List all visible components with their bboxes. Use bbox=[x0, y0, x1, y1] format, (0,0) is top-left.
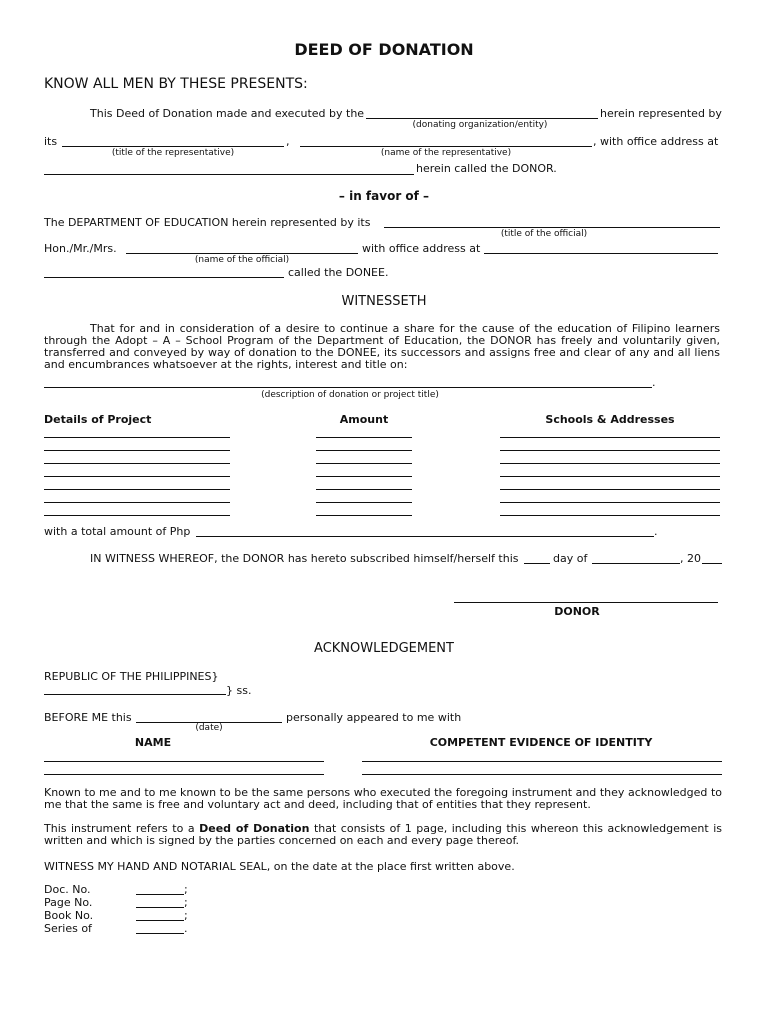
amount-blank[interactable] bbox=[316, 502, 412, 503]
details-blank[interactable] bbox=[44, 463, 230, 464]
doc-no-blank[interactable] bbox=[136, 894, 184, 895]
para1-donor-called: herein called the DONOR. bbox=[416, 162, 557, 175]
rep-name-blank[interactable] bbox=[300, 146, 592, 147]
total-amount-blank[interactable] bbox=[196, 536, 654, 537]
document-title: DEED OF DONATION bbox=[294, 40, 474, 59]
details-blank[interactable] bbox=[44, 476, 230, 477]
in-witness-lead: IN WITNESS WHEREOF, the DONOR has hereto subscribed himself/herself this bbox=[90, 552, 519, 565]
amount-blank[interactable] bbox=[316, 515, 412, 516]
ack-evidence-blank[interactable] bbox=[362, 761, 722, 762]
amount-blank[interactable] bbox=[316, 450, 412, 451]
donating-org-blank[interactable] bbox=[366, 118, 598, 119]
instrument-pre: This instrument refers to a bbox=[44, 822, 200, 835]
details-blank[interactable] bbox=[44, 515, 230, 516]
para1-comma: , bbox=[286, 135, 290, 148]
caption-title-rep: (title of the representative) bbox=[111, 148, 235, 158]
para1-lead: This Deed of Donation made and executed by the bbox=[90, 107, 365, 120]
ss-label: } ss. bbox=[226, 684, 252, 697]
series-blank[interactable] bbox=[136, 933, 184, 934]
donee-address-blank[interactable] bbox=[44, 277, 284, 278]
acknowledgement-heading: ACKNOWLEDGEMENT bbox=[314, 641, 454, 656]
book-no-label: Book No. bbox=[44, 909, 94, 922]
details-blank[interactable] bbox=[44, 437, 230, 438]
before-me-label: BEFORE ME this bbox=[44, 711, 132, 724]
para2-deped: The DEPARTMENT OF EDUCATION herein represented by its bbox=[44, 216, 371, 229]
page-no-label: Page No. bbox=[44, 896, 93, 909]
donor-label: DONOR bbox=[554, 605, 600, 618]
doc-no-semicolon: ; bbox=[184, 883, 188, 896]
in-witness-day: day of bbox=[553, 552, 588, 565]
col-evidence-header: COMPETENT EVIDENCE OF IDENTITY bbox=[429, 736, 653, 749]
page-no-blank[interactable] bbox=[136, 907, 184, 908]
caption-name-rep: (name of the representative) bbox=[380, 148, 512, 158]
schools-blank[interactable] bbox=[500, 476, 720, 477]
intro-heading: KNOW ALL MEN BY THESE PRESENTS: bbox=[44, 76, 308, 92]
schools-blank[interactable] bbox=[500, 437, 720, 438]
official-title-blank[interactable] bbox=[384, 227, 720, 228]
total-period: . bbox=[654, 525, 658, 538]
schools-blank[interactable] bbox=[500, 502, 720, 503]
description-period: . bbox=[652, 376, 656, 389]
amount-blank[interactable] bbox=[316, 489, 412, 490]
month-blank[interactable] bbox=[592, 563, 680, 564]
appeared-label: personally appeared to me with bbox=[286, 711, 462, 724]
year-blank[interactable] bbox=[702, 563, 722, 564]
book-no-blank[interactable] bbox=[136, 920, 184, 921]
details-blank[interactable] bbox=[44, 450, 230, 451]
series-of-label: Series of bbox=[44, 922, 92, 935]
witness-hand-line: WITNESS MY HAND AND NOTARIAL SEAL, on the date at the place first written above. bbox=[44, 860, 515, 873]
para2-donee-called: called the DONEE. bbox=[288, 266, 389, 279]
instrument-paragraph bbox=[44, 823, 722, 847]
in-favor-of: – in favor of – bbox=[338, 189, 430, 203]
witnesseth-heading: WITNESSETH bbox=[341, 294, 427, 309]
amount-blank[interactable] bbox=[316, 437, 412, 438]
caption-date: (date) bbox=[195, 723, 223, 733]
para2-office: with office address at bbox=[362, 242, 481, 255]
header-schools-addresses: Schools & Addresses bbox=[545, 413, 675, 426]
schools-blank[interactable] bbox=[500, 450, 720, 451]
amount-blank[interactable] bbox=[316, 476, 412, 477]
caption-description: (description of donation or project title) bbox=[261, 390, 439, 400]
header-amount: Amount bbox=[339, 413, 389, 426]
office-address-blank[interactable] bbox=[44, 174, 414, 175]
amount-blank[interactable] bbox=[316, 463, 412, 464]
series-period: . bbox=[184, 922, 188, 935]
schools-blank[interactable] bbox=[500, 463, 720, 464]
ack-name-blank[interactable] bbox=[44, 774, 324, 775]
para2-hon: Hon./Mr./Mrs. bbox=[44, 242, 117, 255]
city-blank[interactable] bbox=[44, 694, 226, 695]
republic-line: REPUBLIC OF THE PHILIPPINES} bbox=[44, 670, 219, 683]
caption-donating-org: (donating organization/entity) bbox=[412, 120, 548, 130]
doc-no-label: Doc. No. bbox=[44, 883, 91, 896]
official-name-blank[interactable] bbox=[126, 253, 358, 254]
details-blank[interactable] bbox=[44, 489, 230, 490]
caption-title-official: (title of the official) bbox=[500, 229, 588, 239]
para1-represented: herein represented by bbox=[600, 107, 722, 120]
book-no-semicolon: ; bbox=[184, 909, 188, 922]
schools-blank[interactable] bbox=[500, 515, 720, 516]
donor-signature-line[interactable] bbox=[454, 602, 718, 603]
details-blank[interactable] bbox=[44, 502, 230, 503]
col-name-header: NAME bbox=[134, 736, 172, 749]
instrument-bold: Deed of Donation bbox=[199, 822, 310, 835]
donation-description-blank[interactable] bbox=[44, 387, 652, 388]
schools-blank[interactable] bbox=[500, 489, 720, 490]
day-blank[interactable] bbox=[524, 563, 550, 564]
header-details-of-project: Details of Project bbox=[44, 413, 152, 426]
para1-its: its bbox=[44, 135, 58, 148]
official-address-blank[interactable] bbox=[484, 253, 718, 254]
in-witness-year: , 20 bbox=[680, 552, 701, 565]
total-amount-label: with a total amount of Php bbox=[44, 525, 191, 538]
instrument-post: that consists of 1 page, including this whereon this acknowledgement is written and which is signed by the parties concerned on each and every page thereof. bbox=[44, 822, 722, 847]
witnesseth-paragraph: That for and in consideration of a desire to continue a share for the cause of the education of Filipino learners through the Adopt – A – School Program of the Department of Education, the DONOR has freely and voluntarily given, transferred and conveyed by way of donation to the DONEE, its successors and assigns free and clear of any and all liens and encumbrances whatsoever at the rights, interest and title on: bbox=[44, 322, 720, 371]
rep-title-blank[interactable] bbox=[62, 146, 284, 147]
para1-office: , with office address at bbox=[593, 135, 719, 148]
caption-name-official: (name of the official) bbox=[194, 255, 290, 265]
ack-name-blank[interactable] bbox=[44, 761, 324, 762]
page-no-semicolon: ; bbox=[184, 896, 188, 909]
ack-evidence-blank[interactable] bbox=[362, 774, 722, 775]
known-paragraph: Known to me and to me known to be the same persons who executed the foregoing instrument and they acknowledged to me that the same is free and voluntary act and deed, including that of entities that they represent. bbox=[44, 786, 722, 811]
